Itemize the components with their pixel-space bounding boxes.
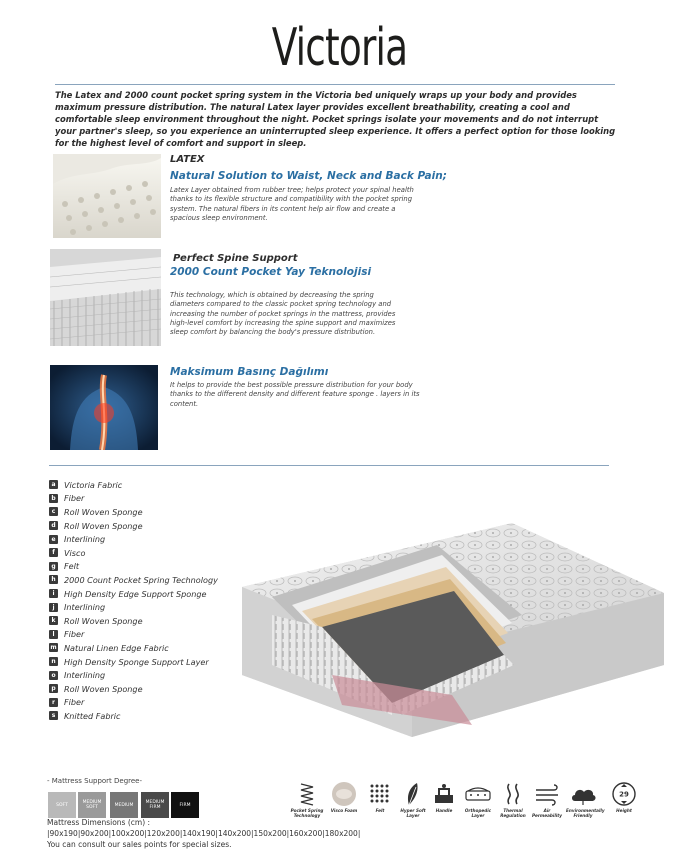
layer-label: Roll Woven Sponge bbox=[64, 520, 143, 531]
layer-label: Knitted Fabric bbox=[64, 710, 121, 721]
latex-kicker: LATEX bbox=[170, 154, 205, 165]
pressure-title: Maksimum Basınç Dağılımı bbox=[170, 366, 329, 378]
dimensions-title: Mattress Dimensions (cm) : bbox=[47, 818, 151, 827]
layer-badge: k bbox=[49, 616, 58, 625]
layer-badge: i bbox=[49, 589, 58, 598]
layer-item bbox=[49, 696, 249, 710]
layer-badge: h bbox=[49, 575, 58, 584]
layer-label: Visco bbox=[64, 547, 86, 558]
handle-icon: Handle bbox=[427, 781, 461, 813]
layer-item bbox=[49, 546, 249, 560]
layer-label: Roll Woven Sponge bbox=[64, 683, 143, 694]
latex-title: Natural Solution to Waist, Neck and Back Pain; bbox=[170, 170, 447, 182]
height-icon: 29 Height bbox=[607, 781, 641, 813]
layer-item bbox=[49, 573, 249, 587]
layer-badge: l bbox=[49, 630, 58, 639]
layer-item bbox=[49, 655, 249, 669]
layer-label: Felt bbox=[64, 561, 80, 572]
spine-image bbox=[50, 365, 158, 450]
layer-badge: a bbox=[49, 480, 58, 489]
layer-label: Fiber bbox=[64, 697, 85, 708]
layer-badge: r bbox=[49, 698, 58, 707]
air-permeability-icon: Air Permeability bbox=[530, 781, 564, 818]
layer-badge: m bbox=[50, 644, 57, 652]
intro-paragraph: The Latex and 2000 count pocket spring system in the Victoria bed uniquely wraps up your body and provides maximum pressure distribution. The natural Latex layer provides excellent breathability, creating a cool and comfortable sleep environment throughout the night. Pocket springs isolate your movements and do not interrupt your partner's sleep, so you experience an uninterrupted sleep experience. It offers a perfect option for those looking for the highest level of comfort and support in sleep. bbox=[55, 90, 616, 148]
layer-item bbox=[49, 560, 249, 574]
layer-badge: b bbox=[49, 494, 58, 503]
layer-label: Victoria Fabric bbox=[64, 479, 123, 490]
height-value: 29 bbox=[619, 790, 629, 799]
layer-badge: p bbox=[49, 684, 58, 693]
layer-badge: c bbox=[49, 507, 58, 516]
degree-medium-soft: MEDIUM SOFT bbox=[78, 792, 106, 818]
environmentally-friendly-icon: Environmentally Friendly bbox=[566, 781, 600, 818]
hyper-soft-layer-icon: Hyper Soft Layer bbox=[396, 781, 430, 818]
layer-item bbox=[49, 628, 249, 642]
layer-badge: o bbox=[49, 671, 58, 680]
felt-icon: Felt bbox=[363, 781, 397, 813]
layer-label: Fiber bbox=[64, 493, 85, 504]
layer-label: Fiber bbox=[64, 629, 85, 640]
degree-soft: SOFT bbox=[48, 792, 76, 818]
layer-item bbox=[49, 492, 249, 506]
layer-badge: j bbox=[49, 603, 58, 612]
layer-item bbox=[49, 668, 249, 682]
layer-item bbox=[49, 478, 249, 492]
visco-foam-icon: Visco Foam bbox=[327, 781, 361, 813]
layer-item bbox=[49, 505, 249, 519]
layer-label: Roll Woven Sponge bbox=[64, 506, 143, 517]
pocket-spring-icon: Pocket Spring Technology bbox=[290, 781, 324, 818]
layer-label: Interlining bbox=[64, 602, 106, 613]
layer-label: High Density Sponge Support Layer bbox=[64, 656, 209, 667]
latex-text: Latex Layer obtained from rubber tree; helps protect your spinal health thanks to its flexible structure and compatibility with the pocket spring system. The natural fibers in its content help air flow and create a spacious sleep environment. bbox=[170, 186, 414, 222]
layer-item bbox=[49, 709, 249, 723]
layer-badge: e bbox=[49, 535, 58, 544]
dimensions-sizes: |90x190|90x200|100x200|120x200|140x190|140x200|150x200|160x200|180x200| bbox=[47, 829, 361, 838]
layer-label: Roll Woven Sponge bbox=[64, 615, 143, 626]
spine-kicker: Perfect Spine Support bbox=[173, 253, 298, 264]
mattress-cutaway-image bbox=[232, 515, 672, 740]
layer-item bbox=[49, 519, 249, 533]
layer-list bbox=[49, 478, 249, 723]
layer-badge: n bbox=[49, 657, 58, 666]
pressure-text: It helps to provide the best possible pressure distribution for your body thanks to the different density and different feature sponge . layers in its content. bbox=[170, 381, 420, 408]
layer-label: High Density Edge Support Sponge bbox=[64, 588, 207, 599]
layer-badge: f bbox=[49, 548, 58, 557]
spring-title: 2000 Count Pocket Yay Teknolojisi bbox=[170, 266, 372, 278]
degree-firm: FIRM bbox=[171, 792, 199, 818]
title-divider bbox=[55, 84, 615, 85]
layer-badge: d bbox=[49, 521, 58, 530]
layer-label: Natural Linen Edge Fabric bbox=[64, 642, 169, 653]
spring-text: This technology, which is obtained by decreasing the spring diameters compared to the classic pocket spring technology and increasing the number of pocket springs in the mattress, provides high-level comfort by increasing the spine support and maximizes sleep comfort by balancing the body's pressure distribution. bbox=[170, 291, 396, 337]
page-title: Victoria bbox=[271, 18, 408, 78]
layer-item bbox=[49, 600, 249, 614]
orthopedic-layer-icon: Orthopedic Layer bbox=[461, 781, 495, 818]
degree-medium-firm: MEDIUM FIRM bbox=[141, 792, 169, 818]
layer-badge: s bbox=[49, 711, 58, 720]
layer-item bbox=[49, 641, 249, 655]
thermal-regulation-icon: Thermal Regulation bbox=[496, 781, 530, 818]
support-degree-title: - Mattress Support Degree- bbox=[47, 777, 143, 785]
latex-foam-image bbox=[53, 154, 161, 238]
layer-label: 2000 Count Pocket Spring Technology bbox=[64, 574, 218, 585]
layer-item bbox=[49, 614, 249, 628]
section-divider bbox=[49, 465, 609, 466]
special-sizes-note: You can consult our sales points for special sizes. bbox=[47, 840, 232, 849]
layer-item bbox=[49, 532, 249, 546]
layer-label: Interlining bbox=[64, 670, 106, 681]
layer-item bbox=[49, 682, 249, 696]
layer-label: Interlining bbox=[64, 534, 106, 545]
degree-medium: MEDIUM bbox=[110, 792, 138, 818]
layer-badge: g bbox=[49, 562, 58, 571]
layer-item bbox=[49, 587, 249, 601]
pocket-spring-image bbox=[50, 249, 161, 346]
